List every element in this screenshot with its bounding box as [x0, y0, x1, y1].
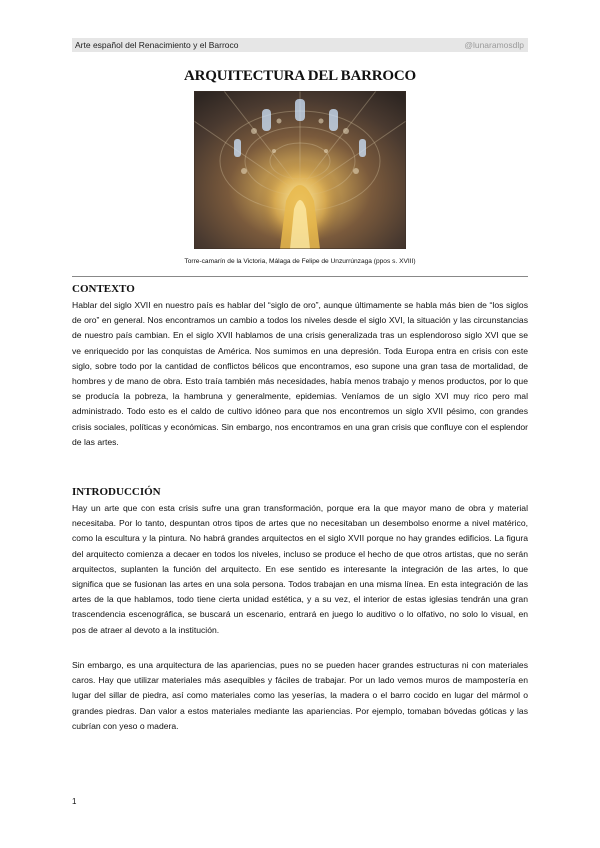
course-title: Arte español del Renacimiento y el Barroco — [75, 40, 239, 50]
page-number: 1 — [72, 797, 77, 806]
paragraph-contexto: Hablar del siglo XVII en nuestro país es hablar del “siglo de oro”, aunque últimamente se habla más bien de “los siglos de oro” en general. Nos encontramos un cambio a todos los niveles desde el siglo XVI, la situación y las circunstancias de nuestro país cambian. En el siglo XVII hablamos de una crisis generalizada tras un esplendoroso siglo XVI que se ve enriquecido por las conquistas de América. Nos sumimos en una depresión. Toda Europa entra en crisis con este siglo, sobre todo por la cantidad de conflictos bélicos que encontramos, eso supone una gran tasa de mortalidad, de hombres y de mano de obra. Esto traía también más necesidades, había menos trabajo y menos productos, por lo que se producía la pobreza, la hambruna y generalmente, epidemias. Veníamos de un siglo XVI muy rico pero mal administrado. Todo esto es el caldo de cultivo idóneo para que nos encontremos un siglo XVII pésimo, con grandes crisis sociales, políticas y económicas. Sin embargo, nos encontramos en una gran crisis que confluye con el esplendor de las artes. — [72, 300, 528, 447]
page-header — [72, 38, 528, 52]
page-title: ARQUITECTURA DEL BARROCO — [184, 68, 416, 84]
heading-contexto: CONTEXTO — [72, 283, 135, 295]
heading-introduccion: INTRODUCCIÓN — [72, 486, 161, 498]
paragraph-introduccion-2: Sin embargo, es una arquitectura de las apariencias, pues no se pueden hacer grandes estructuras ni con materiales caros. Hay que utilizar materiales más asequibles y fáciles de trabajar. Por un lado vemos muros de mampostería en lugar del sillar de piedra, así como materiales como las yeserías, la madera o el barro cocido en lugar del mármol o grandes piedras. Dan valor a estos materiales mediante las apariencias. Por ejemplo, tomaban bóvedas góticas y las cubrían con yeso o madera. — [72, 660, 528, 731]
dome-interior-photo — [194, 91, 406, 249]
author-handle: @lunaramosdlp — [464, 40, 524, 50]
paragraph-introduccion-1: Hay un arte que con esta crisis sufre una gran transformación, porque era la que mayor mano de obra y material necesitaba. Por lo tanto, despuntan otros tipos de artes que no necesitaban un desembolso enorme a nivel matérico, como la escultura y la pintura. No habrá grandes arquitectos en el siglo XVII porque no hay grandes edificios. La figura del arquitecto comienza a decaer en todos los niveles, incluso se produce el hecho de que otros artistas, que no serán arquitectos, suplanten la función del arquitecto. En ese sentido es interesante la integración de las artes, lo que significa que se fusionan las artes en una sola persona. Todos trabajan en una misma línea. En esta integración de las artes de la que hablamos, todo tiene cierta unidad estética, y a su vez, el interior de estas iglesias tendrán una gran trascendencia escenográfica, se buscará un escenario, entrará en juego lo auditivo o lo olfativo, no solo lo visual, en pos de atraer al devoto a la institución. — [72, 503, 528, 635]
figure-caption: Torre-camarín de la Victoria, Málaga de Felipe de Unzurrúnzaga (ppos s. XVIII) — [184, 258, 416, 265]
section-divider — [72, 276, 528, 277]
